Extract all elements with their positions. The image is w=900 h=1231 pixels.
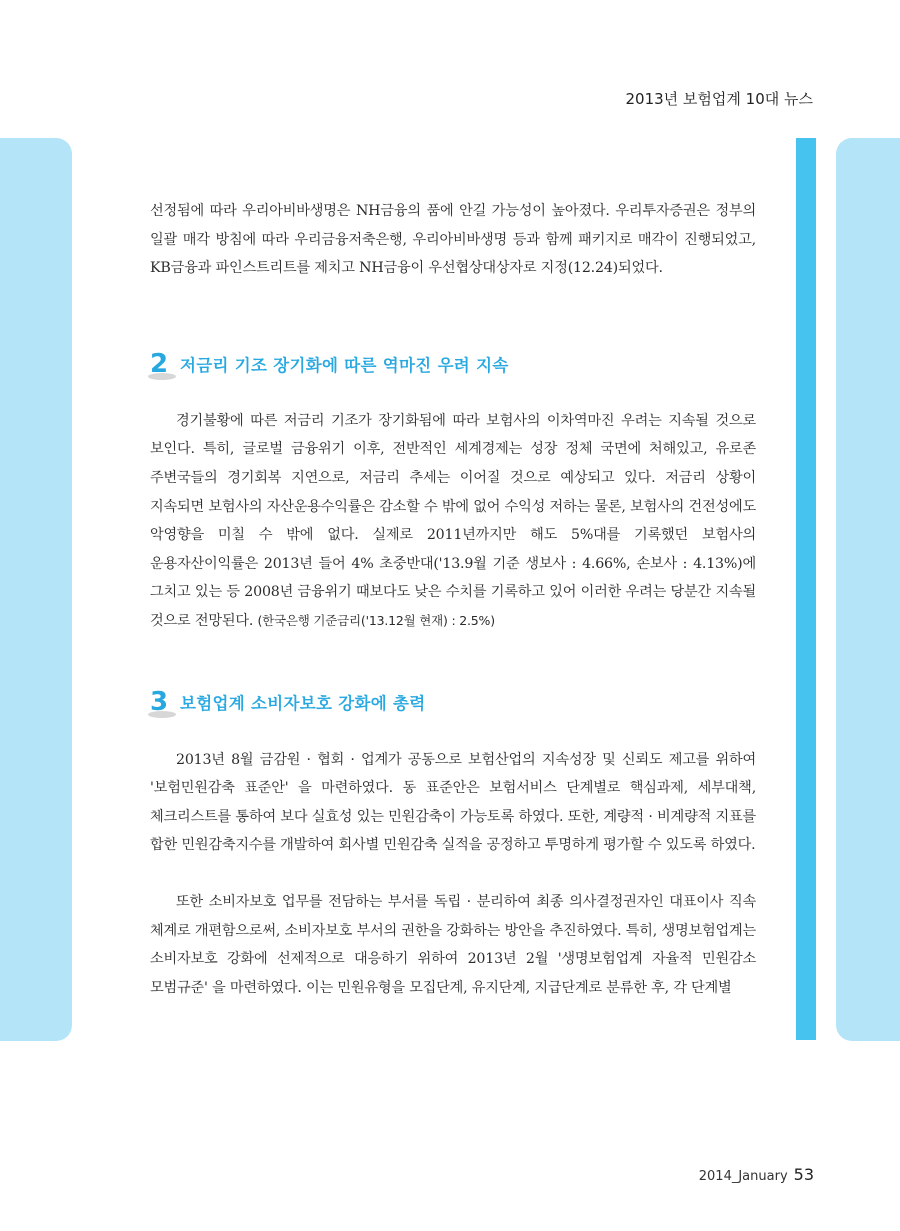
paragraph-text: 경기불황에 따른 저금리 기조가 장기화됨에 따라 보험사의 이차역마진 우려는 지속될 것으로 보인다. 특히, 글로벌 금융위기 이후, 전반적인 세계경제는 성장 정체 국면에 처해있고, 유로존 주변국들의 경기회복 지연으로, 저금리 추세는 이어질 것으로 예상되고 있다. 저금리 상황이 지속되면 보험사의 자산운용수익률은 감소할 수 밖에 없어 수익성 저하는 물론, 보험사의 건전성에도 악영향을 미칠 수 밖에 없다. 실제로 2011년까지만 해도 5%대를 기록했던 보험사의 운용자산이익률은 2013년 들어 4% 초중반대('13.9월 기준 생보사 : 4.66%, 손보사 : 4.13%)에 그치고 있는 등 2008년 금융위기 때보다도 낮은 수치를 기록하고 있어 이러한 우려는 당분간 지속될 것으로 전망된다. [150, 412, 756, 629]
section-2-paragraph [150, 407, 756, 636]
section-2-heading [150, 348, 756, 379]
section-3-heading [150, 686, 756, 717]
section-title: 보험업계 소비자보호 강화에 총력 [180, 693, 426, 713]
section-title: 저금리 기조 장기화에 따른 역마진 우려 지속 [180, 355, 509, 375]
page-number: 53 [793, 1165, 814, 1184]
footnote-text: (한국은행 기준금리('13.12월 현재) : 2.5%) [257, 612, 495, 628]
right-decorative-tab [836, 138, 900, 1041]
issue-label: 2014_January [698, 1169, 788, 1184]
page-footer [699, 1165, 814, 1184]
right-accent-bar [796, 138, 816, 1040]
section-number: 3 [150, 689, 174, 715]
intro-paragraph: 선정됨에 따라 우리아비바생명은 NH금융의 품에 안길 가능성이 높아졌다. 우리투자증권은 정부의 일괄 매각 방침에 따라 우리금융저축은행, 우리아비바생명 등과 함께 패키지로 매각이 진행되었고, KB금융과 파인스트리트를 제치고 NH금융이 우선협상대상자로 지정(12.24)되었다. [150, 203, 756, 277]
section-3-paragraph-2: 또한 소비자보호 업무를 전담하는 부서를 독립 · 분리하여 최종 의사결정권자인 대표이사 직속 체계로 개편함으로써, 소비자보호 부서의 권한을 강화하는 방안을 추진하였다. 특히, 생명보험업계는 소비자보호 강화에 선제적으로 대응하기 위하여 2013년 2월 '생명보험업계 자율적 민원감소 모범규준' 을 마련하였다. 이는 민원유형을 모집단계, 유지단계, 지급단계로 분류한 후, 각 단계별 [150, 893, 756, 996]
running-header: 2013년 보험업계 10대 뉴스 [625, 90, 813, 108]
left-decorative-tab [0, 138, 72, 1041]
article-body [150, 197, 756, 1002]
section-number: 2 [150, 351, 174, 377]
section-3-paragraph-1: 2013년 8월 금감원 · 협회 · 업계가 공동으로 보험산업의 지속성장 및 신뢰도 제고를 위하여 '보험민원감축 표준안' 을 마련하였다. 동 표준안은 보험서비스 단계별로 핵심과제, 세부대책, 체크리스트를 통하여 보다 실효성 있는 민원감축이 가능토록 하였다. 또한, 계량적 · 비계량적 지표를 합한 민원감축지수를 개발하여 회사별 민원감축 실적을 공정하고 투명하게 평가할 수 있도록 하였다. [150, 751, 756, 854]
